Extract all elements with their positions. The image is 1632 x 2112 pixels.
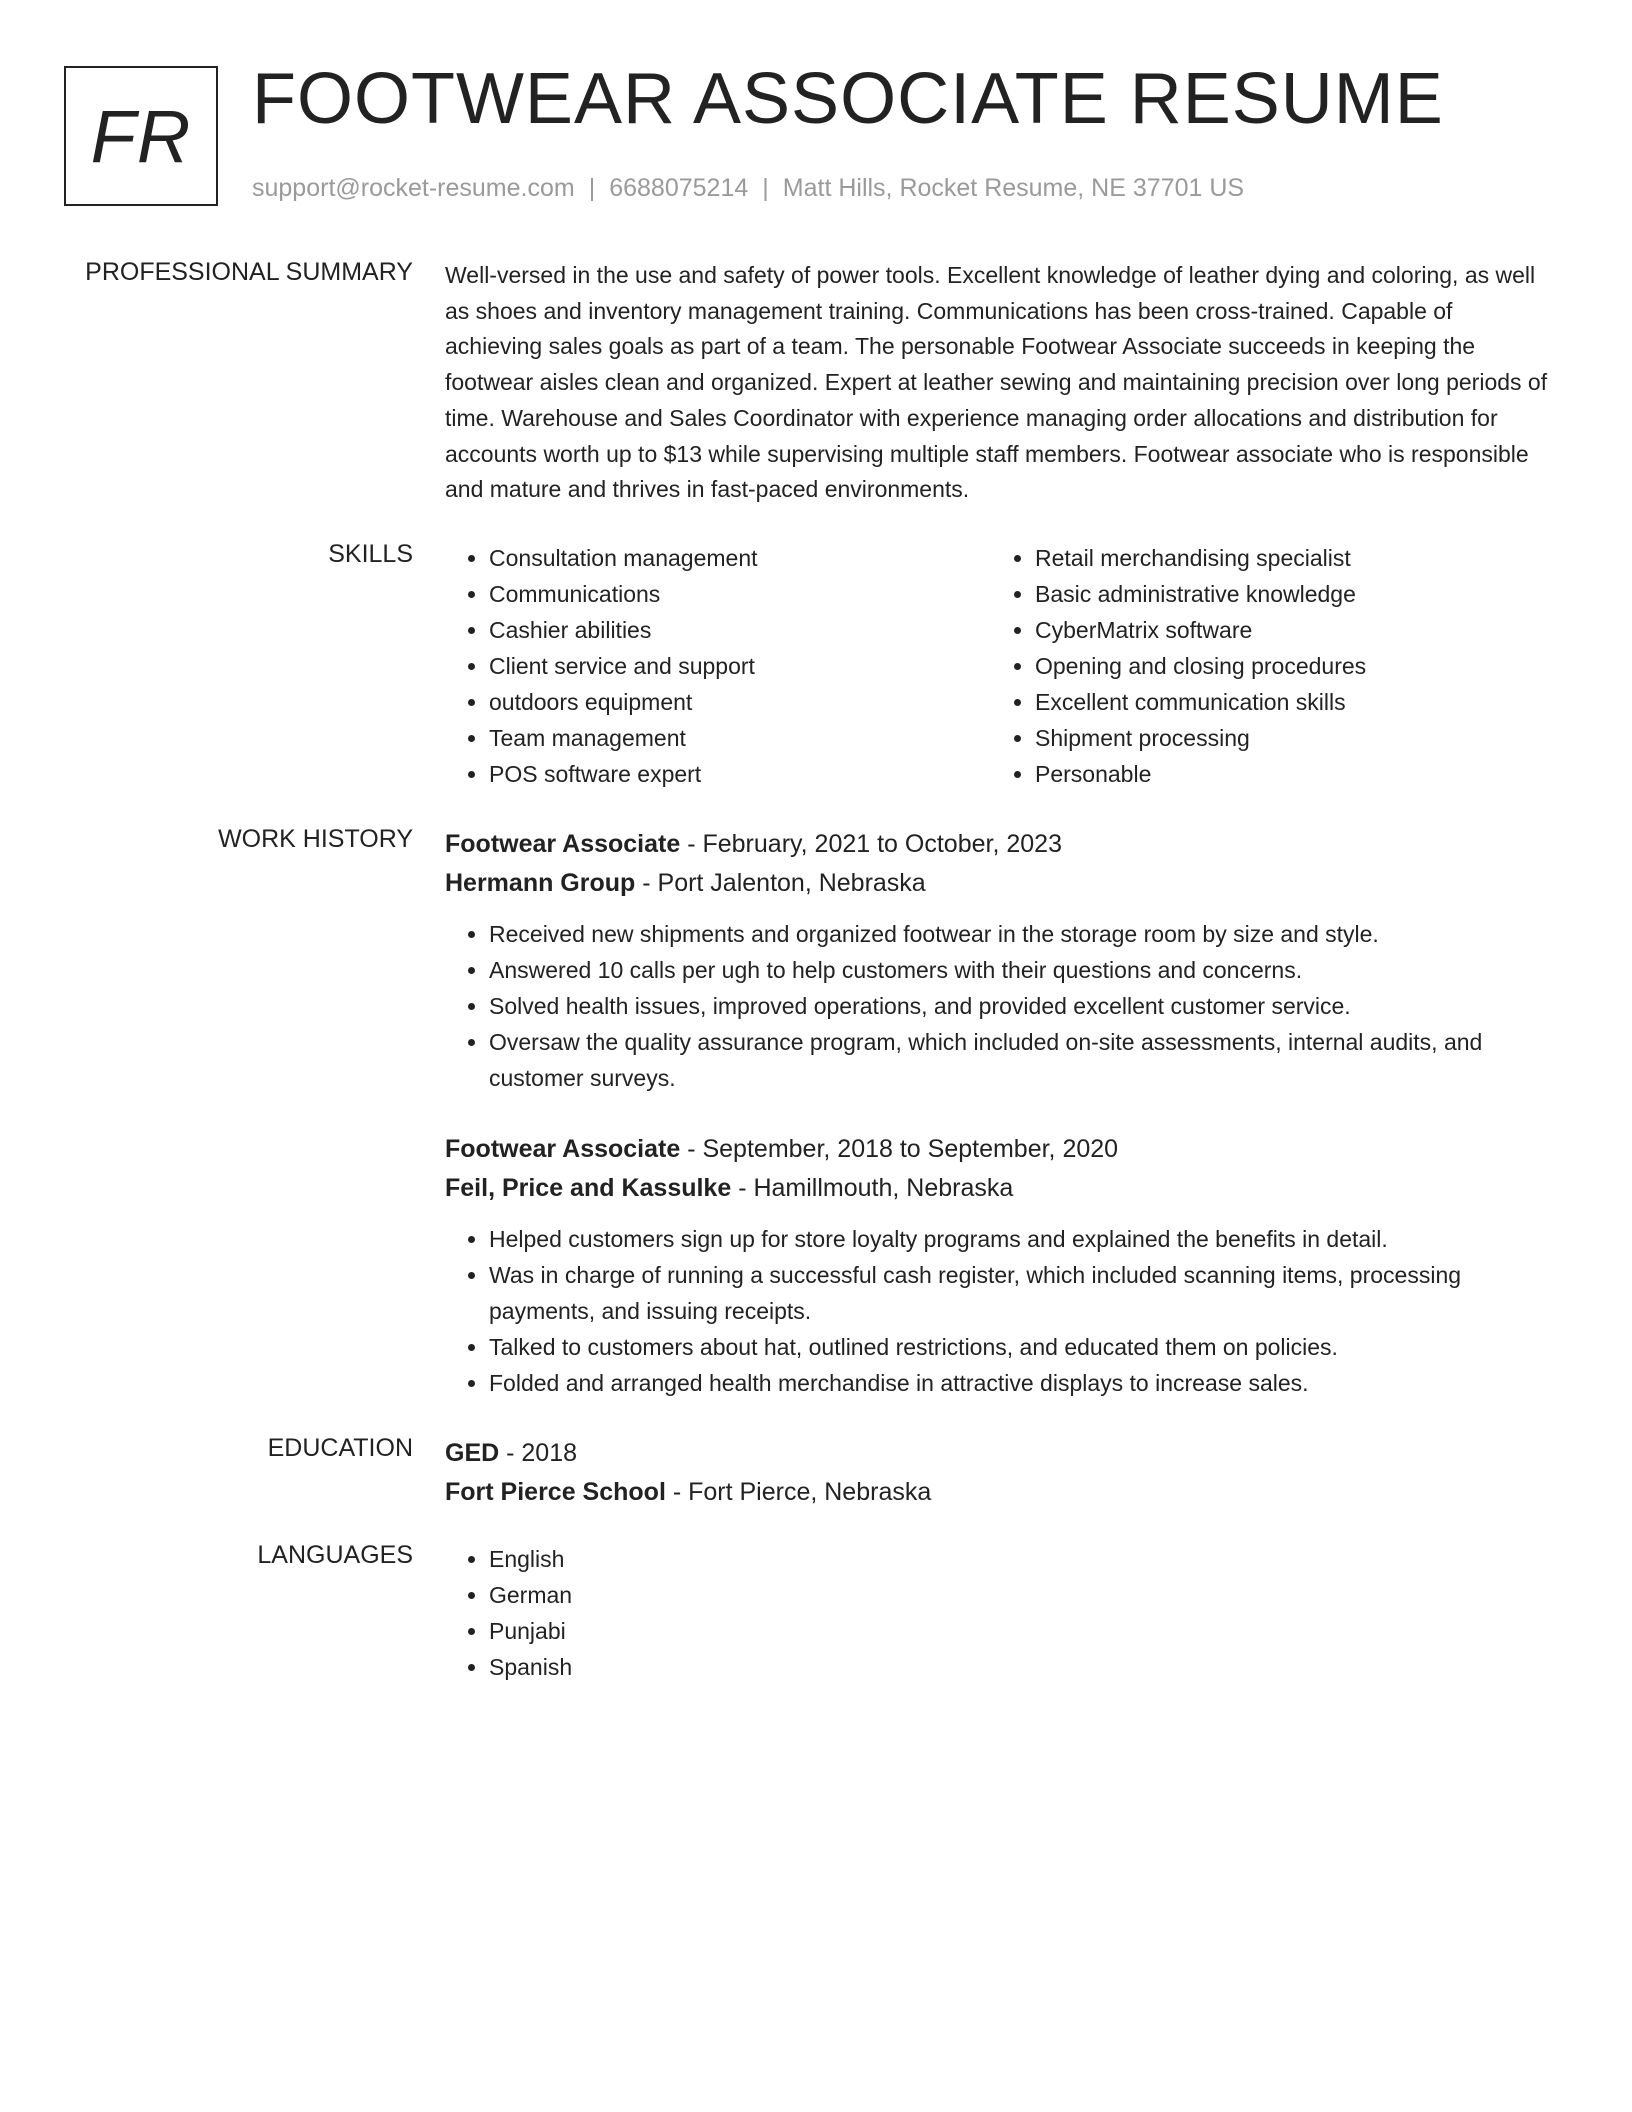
skill-item: • Team management [489, 720, 991, 756]
job-company-line [445, 1169, 1555, 1208]
job-bullet: • Answered 10 calls per ugh to help customers with their questions and concerns. [489, 952, 1555, 988]
job-location: - Port Jalenton, Nebraska [635, 869, 926, 897]
job-dates: - February, 2021 to October, 2023 [680, 830, 1062, 858]
job-bullet: • Talked to customers about hat, outlined restrictions, and educated them on policies. [489, 1329, 1555, 1365]
skills-columns [445, 540, 1555, 792]
language-item: • English [489, 1541, 1555, 1577]
job-title-line [445, 825, 1555, 864]
skill-item: • Consultation management [489, 540, 991, 576]
education-entry [445, 1434, 1555, 1512]
skill-item: • Cashier abilities [489, 612, 991, 648]
job-title: Footwear Associate [445, 830, 681, 858]
job-bullet: • Helped customers sign up for store loyalty programs and explained the benefits in detail. [489, 1221, 1555, 1257]
job-company-line [445, 864, 1555, 903]
skills-label: SKILLS [328, 540, 413, 568]
job-company: Feil, Price and Kassulke [445, 1174, 732, 1202]
skill-item: • CyberMatrix software [1035, 612, 1537, 648]
contact-email[interactable]: support@rocket-resume.com [252, 174, 575, 202]
languages-entry [445, 1541, 1555, 1685]
contact-separator: | [762, 174, 769, 202]
skill-item: • Client service and support [489, 648, 991, 684]
job-dates: - September, 2018 to September, 2020 [680, 1135, 1119, 1163]
contact-address: Matt Hills, Rocket Resume, NE 37701 US [782, 174, 1245, 202]
skills-list-left [445, 540, 991, 792]
skill-item: • Retail merchandising specialist [1035, 540, 1537, 576]
job-company: Hermann Group [445, 869, 636, 897]
education-school-line [445, 1473, 1555, 1512]
work-label: WORK HISTORY [218, 825, 413, 853]
contact-separator: | [588, 174, 596, 202]
contact-phone[interactable]: 6688075214 [609, 174, 749, 202]
skill-item: • Opening and closing procedures [1035, 648, 1537, 684]
language-item: • German [489, 1577, 1555, 1613]
education-label: EDUCATION [267, 1434, 413, 1462]
skill-item: • outdoors equipment [489, 684, 991, 720]
job-entry [445, 825, 1555, 1096]
summary-label: PROFESSIONAL SUMMARY [85, 258, 413, 286]
skill-item: • Communications [489, 576, 991, 612]
job-bullet: • Folded and arranged health merchandise in attractive displays to increase sales. [489, 1365, 1555, 1401]
language-item: • Punjabi [489, 1613, 1555, 1649]
skill-item: • POS software expert [489, 756, 991, 792]
skill-item: • Personable [1035, 756, 1537, 792]
job-bullet: • Solved health issues, improved operations, and provided excellent customer service. [489, 988, 1555, 1024]
skill-item: • Shipment processing [1035, 720, 1537, 756]
page-title: FOOTWEAR ASSOCIATE RESUME [252, 59, 1444, 139]
monogram-logo: FR [64, 66, 218, 206]
education-year: - 2018 [499, 1439, 578, 1467]
languages-list [445, 1541, 1555, 1685]
job-bullets [445, 1221, 1555, 1401]
education-degree: GED [445, 1439, 500, 1467]
job-entry [445, 1130, 1555, 1401]
education-degree-line [445, 1434, 1555, 1473]
job-bullet: • Received new shipments and organized footwear in the storage room by size and style. [489, 916, 1555, 952]
skills-list-right [991, 540, 1537, 792]
language-item: • Spanish [489, 1649, 1555, 1685]
job-title-line [445, 1130, 1555, 1169]
job-bullet: • Was in charge of running a successful cash register, which included scanning items, processing payments, and issuing receipts. [489, 1257, 1555, 1329]
skill-item: • Basic administrative knowledge [1035, 576, 1537, 612]
job-location: - Hamillmouth, Nebraska [731, 1174, 1014, 1202]
contact-line [252, 174, 1244, 203]
job-bullets [445, 916, 1555, 1096]
skill-item: • Excellent communication skills [1035, 684, 1537, 720]
languages-label: LANGUAGES [257, 1541, 413, 1569]
job-bullet: • Oversaw the quality assurance program, which included on-site assessments, internal audits, and customer surveys. [489, 1024, 1555, 1096]
summary-text: Well-versed in the use and safety of power tools. Excellent knowledge of leather dying and coloring, as well as shoes and inventory management training. Communications has been cross-trained. Capable of achieving sales goals as part of a team. The personable Footwear Associate succeeds in keeping the footwear aisles clean and organized. Expert at leather sewing and maintaining precision over long periods of time. Warehouse and Sales Coordinator with experience managing order allocations and distribution for accounts worth up to $13 while supervising multiple staff members. Footwear associate who is responsible and mature and thrives in fast-paced environments. [445, 262, 1548, 503]
job-title: Footwear Associate [445, 1135, 681, 1163]
education-location: - Fort Pierce, Nebraska [665, 1478, 932, 1506]
education-school: Fort Pierce School [445, 1478, 666, 1506]
